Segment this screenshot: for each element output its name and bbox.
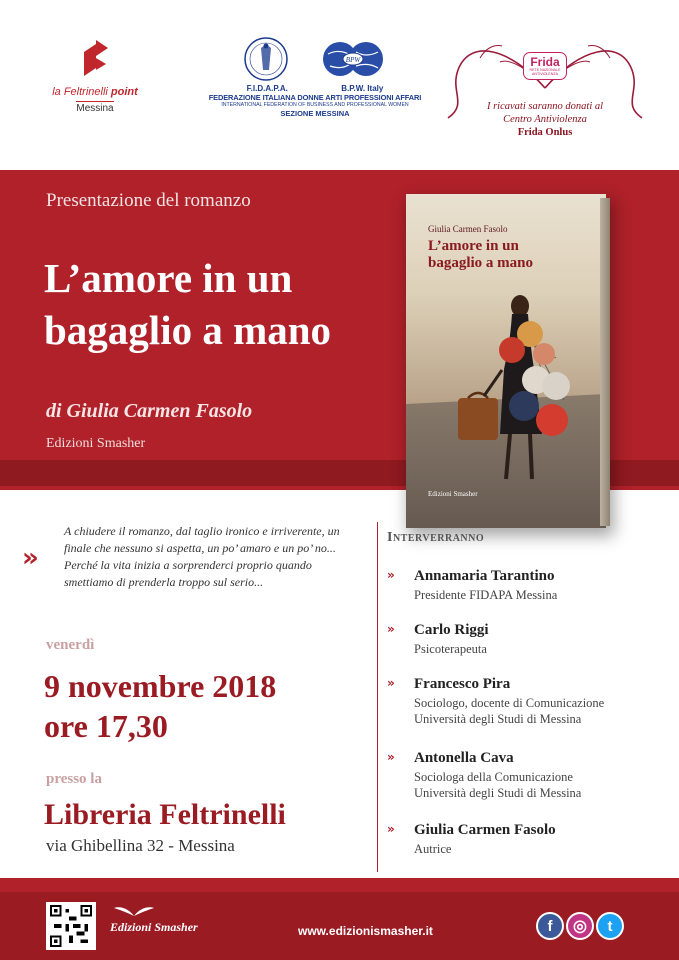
event-time: ore 17,30 <box>44 708 168 744</box>
fidapa-acronym: F.I.D.A.P.A. <box>246 84 288 93</box>
smasher-wings-icon <box>112 904 156 918</box>
frida-line2: Centro Antiviolenza <box>503 114 587 125</box>
book-spine <box>600 198 610 526</box>
book-title <box>428 238 533 272</box>
speaker-arrow-icon: » <box>387 822 395 836</box>
speaker-role: Sociologo, docente di Comunicazione <box>414 696 605 710</box>
fidapa-section: SEZIONE MESSINA <box>280 109 350 118</box>
event-kicker: Presentazione del romanzo <box>46 190 251 211</box>
bpw-globe-icon <box>318 36 388 82</box>
fidapa-full-name: FEDERAZIONE ITALIANA DONNE ARTI PROFESSIONI AFFARI <box>208 93 422 102</box>
feltrinelli-mark-icon <box>78 38 112 82</box>
footer-brand: Edizioni Smasher <box>110 920 198 934</box>
speaker-role-line2: Università degli Studi di Messina <box>414 712 582 726</box>
speaker-arrow-icon: » <box>387 750 395 764</box>
twitter-icon[interactable]: t <box>596 912 624 940</box>
speaker-name: Francesco Pira <box>414 676 511 692</box>
event-publisher: Edizioni Smasher <box>46 436 146 451</box>
venue-address: via Ghibellina 32 - Messina <box>46 836 235 855</box>
qr-code-icon[interactable] <box>46 902 96 950</box>
event-title <box>44 252 404 356</box>
fidapa-logo <box>200 36 430 118</box>
speakers-heading: Interverranno <box>387 530 485 545</box>
fidapa-emblem-icon <box>243 36 289 82</box>
speaker-role-line2: Università degli Studi di Messina <box>414 786 582 800</box>
column-divider <box>377 522 378 872</box>
feltrinelli-city: Messina <box>76 103 114 114</box>
speaker-name: Antonella Cava <box>414 750 514 766</box>
footer-stripe <box>0 878 679 892</box>
feltrinelli-logo <box>40 38 150 116</box>
book-title-line1: L’amore in un <box>428 238 519 254</box>
facebook-icon[interactable]: f <box>536 912 564 940</box>
feltrinelli-point: point <box>110 86 138 98</box>
book-publisher: Edizioni Smasher <box>428 490 478 498</box>
speaker-role: Psicoterapeuta <box>414 642 487 656</box>
speaker-role: Autrice <box>414 842 452 856</box>
speaker-role: Sociologa della Comunicazione <box>414 770 573 784</box>
speaker-arrow-icon: » <box>387 622 395 636</box>
bpw-mark: BPW <box>345 56 360 64</box>
website-link[interactable]: www.edizionismasher.it <box>298 924 433 938</box>
fidapa-subtitle: INTERNATIONAL FEDERATION OF BUSINESS AND PROFESSIONAL WOMEN <box>221 102 409 108</box>
feltrinelli-name: la Feltrinelli <box>52 86 108 98</box>
book-title-line2: bagaglio a mano <box>428 255 534 271</box>
quote-arrow-icon: » <box>22 543 39 573</box>
speaker-arrow-icon: » <box>387 676 395 690</box>
frida-line1: I ricavati saranno donati al <box>486 101 604 112</box>
frida-badge-text: Frida <box>530 55 560 69</box>
venue-name: Libreria Feltrinelli <box>44 798 286 831</box>
event-title-line2: bagaglio a mano <box>44 307 332 353</box>
speaker-arrow-icon: » <box>387 568 395 582</box>
speaker-name: Carlo Riggi <box>414 622 489 638</box>
frida-line3: Frida Onlus <box>517 127 573 138</box>
event-date-text: 9 novembre 2018 <box>44 668 277 704</box>
frida-logo <box>440 18 650 158</box>
event-author: di Giulia Carmen Fasolo <box>46 400 253 422</box>
instagram-icon[interactable]: ◎ <box>566 912 594 940</box>
event-title-line1: L’amore in un <box>44 255 293 301</box>
frida-badge-sub: RETE NAZIONALE ANTIVIOLENZA <box>529 68 561 76</box>
header <box>0 0 679 170</box>
event-day: venerdì <box>46 637 95 653</box>
speaker-name: Giulia Carmen Fasolo <box>414 822 556 838</box>
bpw-acronym: B.P.W. Italy <box>341 84 384 93</box>
speaker-role: Presidente FIDAPA Messina <box>414 588 558 602</box>
synopsis-quote: A chiudere il romanzo, dal taglio ironico e irriverente, un finale che nessuno si aspetta, un po’ amaro e un po’ no... Perché la vita inizia a sorprenderci proprio quando smettiamo di prenderla troppo sul serio... <box>64 524 340 589</box>
venue-prefix: presso la <box>46 771 102 787</box>
event-date <box>44 666 276 746</box>
book-author: Giulia Carmen Fasolo <box>428 224 508 234</box>
frida-badge <box>523 52 567 80</box>
book-cover <box>406 194 606 528</box>
speaker-name: Annamaria Tarantino <box>414 568 555 584</box>
